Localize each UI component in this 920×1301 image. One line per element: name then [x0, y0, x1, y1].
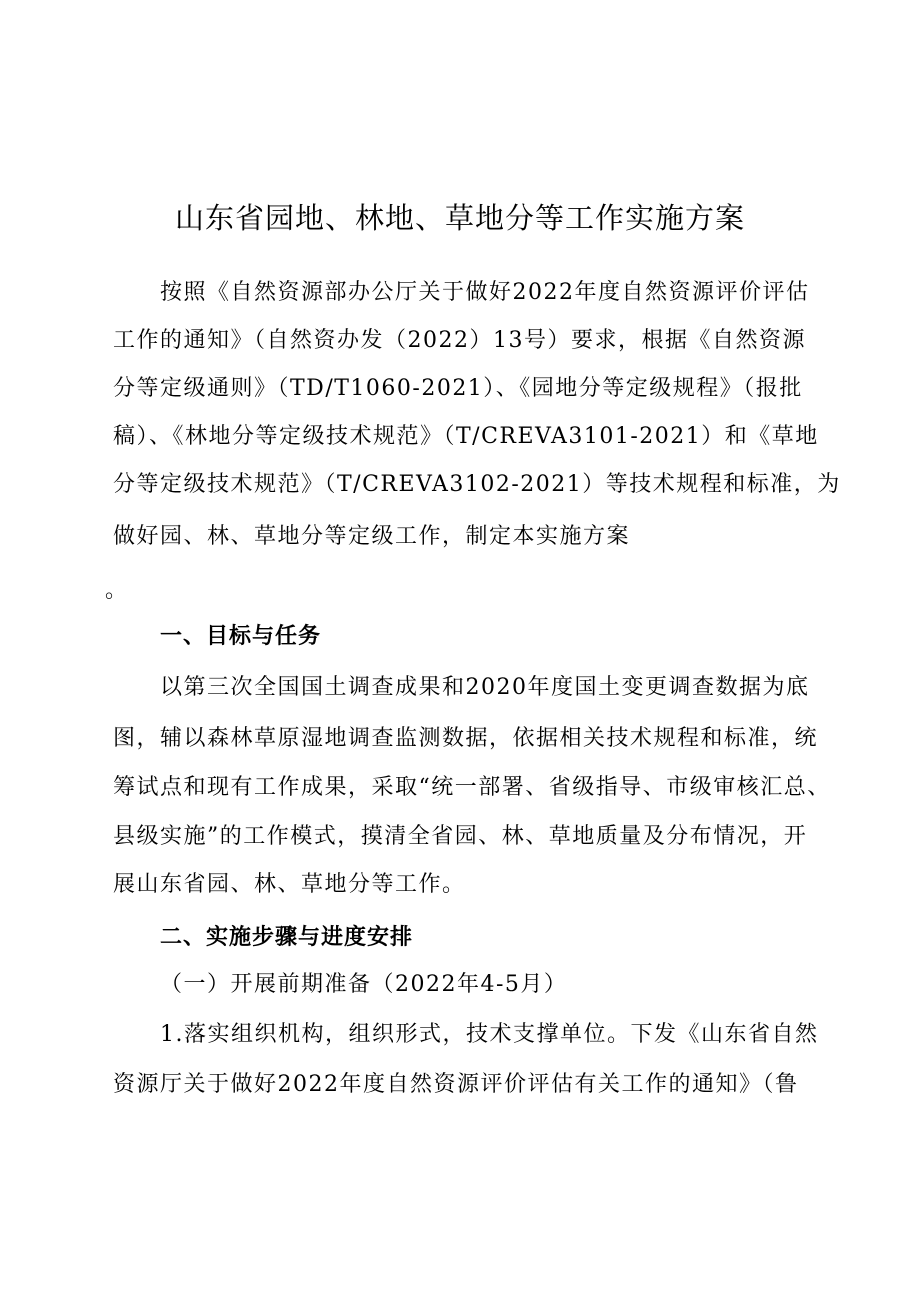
section1-line-4: 县级实施”的工作模式，摸清全省园、林、草地质量及分布情况，开	[113, 824, 808, 849]
intro-line-2: 工作的通知》（自然资办发（2022）13号）要求，根据《自然资源	[113, 328, 806, 353]
intro-line-1: 按照《自然资源部办公厅关于做好2022年度自然资源评价评估	[160, 280, 810, 305]
document-title: 山东省园地、林地、草地分等工作实施方案	[174, 201, 745, 235]
section1-line-5: 展山东省园、林、草地分等工作。	[113, 872, 466, 897]
intro-line-5: 分等定级技术规范》（T/CREVA3102-2021）等技术规程和标准，为	[113, 472, 841, 497]
intro-line-3: 分等定级通则》（TD/T1060-2021）、《园地分等定级规程》（报批	[113, 376, 803, 401]
section-heading-2: 二、实施步骤与进度安排	[160, 925, 414, 950]
section2-line-1: 1.落实组织机构，组织形式，技术支撑单位。下发《山东省自然	[160, 1022, 819, 1047]
section1-line-3: 筹试点和现有工作成果，采取“统一部署、省级指导、市级审核汇总、	[113, 775, 831, 800]
intro-line-4: 稿）、《林地分等定级技术规范》（T/CREVA3101-2021）和《草地	[113, 424, 819, 449]
intro-line-7: 。	[105, 578, 129, 603]
section2-line-2: 资源厅关于做好2022年度自然资源评价评估有关工作的通知》（鲁	[113, 1072, 799, 1097]
section1-line-1: 以第三次全国国土调查成果和2020年度国土变更调查数据为底	[160, 675, 810, 700]
section1-line-2: 图，辅以森林草原湿地调查监测数据，依据相关技术规程和标准，统	[113, 726, 819, 751]
intro-line-6: 做好园、林、草地分等定级工作，制定本实施方案	[113, 524, 631, 549]
section-heading-1: 一、目标与任务	[160, 624, 322, 649]
subsection-heading-1: （一）开展前期准备（2022年4-5月）	[160, 972, 568, 997]
